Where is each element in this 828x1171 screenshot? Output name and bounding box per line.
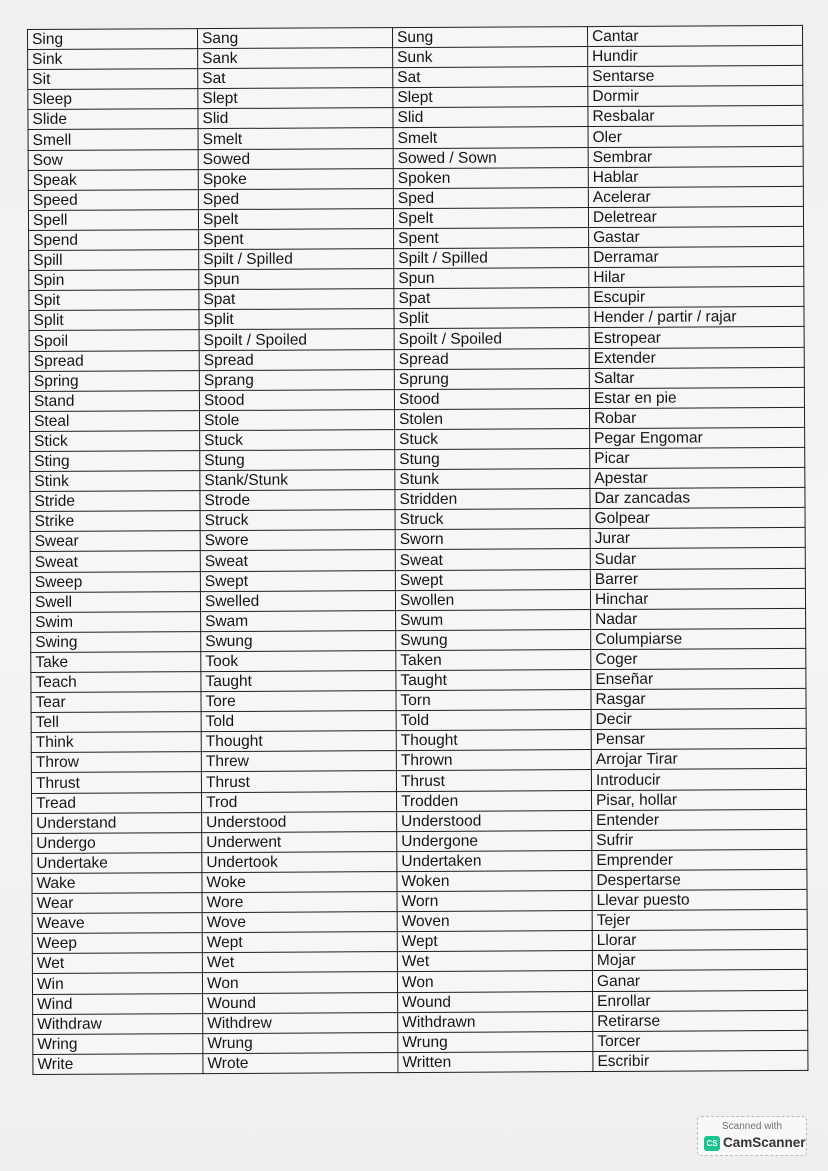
past-simple-cell: Sprang bbox=[199, 369, 394, 390]
past-participle-cell: Wound bbox=[398, 991, 593, 1012]
past-simple-cell: Slept bbox=[198, 88, 393, 109]
spanish-translation-cell: Pisar, hollar bbox=[591, 789, 806, 810]
past-participle-cell: Undertaken bbox=[397, 850, 592, 871]
spanish-translation-cell: Escribir bbox=[593, 1050, 808, 1071]
base-form-cell: Spell bbox=[28, 209, 198, 230]
past-simple-cell: Wrung bbox=[203, 1032, 398, 1053]
past-participle-cell: Stuck bbox=[395, 428, 590, 449]
spanish-translation-cell: Columpiarse bbox=[591, 628, 806, 649]
spanish-translation-cell: Cantar bbox=[587, 25, 802, 46]
past-participle-cell: Struck bbox=[395, 509, 590, 530]
spanish-translation-cell: Apestar bbox=[590, 467, 805, 488]
past-participle-cell: Understood bbox=[397, 810, 592, 831]
past-participle-cell: Woven bbox=[397, 911, 592, 932]
past-simple-cell: Stank/Stunk bbox=[200, 470, 395, 491]
past-simple-cell: Thought bbox=[201, 731, 396, 752]
base-form-cell: Tread bbox=[32, 792, 202, 813]
base-form-cell: Spill bbox=[29, 250, 199, 271]
past-participle-cell: Taken bbox=[396, 649, 591, 670]
past-participle-cell: Wrung bbox=[398, 1031, 593, 1052]
spanish-translation-cell: Pensar bbox=[591, 729, 806, 750]
past-simple-cell: Split bbox=[199, 309, 394, 330]
past-participle-cell: Sunk bbox=[393, 47, 588, 68]
base-form-cell: Throw bbox=[31, 752, 201, 773]
past-participle-cell: Swept bbox=[395, 569, 590, 590]
past-simple-cell: Stood bbox=[199, 389, 394, 410]
past-participle-cell: Sprung bbox=[394, 368, 589, 389]
past-participle-cell: Swung bbox=[396, 629, 591, 650]
past-participle-cell: Spoilt / Spoiled bbox=[394, 328, 589, 349]
spanish-translation-cell: Sudar bbox=[590, 548, 805, 569]
past-simple-cell: Smelt bbox=[198, 128, 393, 149]
base-form-cell: Tear bbox=[31, 692, 201, 713]
base-form-cell: Undergo bbox=[32, 832, 202, 853]
past-participle-cell: Smelt bbox=[393, 127, 588, 148]
spanish-translation-cell: Gastar bbox=[589, 226, 804, 247]
spanish-translation-cell: Sufrir bbox=[592, 829, 807, 850]
past-simple-cell: Stung bbox=[200, 450, 395, 471]
past-participle-cell: Spoken bbox=[393, 167, 588, 188]
spanish-translation-cell: Pegar Engomar bbox=[590, 427, 805, 448]
base-form-cell: Spread bbox=[29, 350, 199, 371]
base-form-cell: Split bbox=[29, 310, 199, 331]
base-form-cell: Speak bbox=[28, 169, 198, 190]
past-participle-cell: Worn bbox=[397, 891, 592, 912]
past-participle-cell: Spelt bbox=[393, 207, 588, 228]
past-participle-cell: Taught bbox=[396, 670, 591, 691]
past-simple-cell: Wore bbox=[202, 892, 397, 913]
past-participle-cell: Undergone bbox=[397, 830, 592, 851]
base-form-cell: Teach bbox=[31, 672, 201, 693]
camscanner-name: CamScanner bbox=[723, 1135, 806, 1150]
spanish-translation-cell: Dar zancadas bbox=[590, 488, 805, 509]
past-simple-cell: Swelled bbox=[200, 590, 395, 611]
base-form-cell: Slide bbox=[28, 109, 198, 130]
base-form-cell: Weave bbox=[32, 913, 202, 934]
past-participle-cell: Told bbox=[396, 710, 591, 731]
past-simple-cell: Slid bbox=[198, 108, 393, 129]
base-form-cell: Sink bbox=[28, 49, 198, 70]
past-simple-cell: Underwent bbox=[202, 831, 397, 852]
past-participle-cell: Wet bbox=[397, 951, 592, 972]
spanish-translation-cell: Ganar bbox=[592, 970, 807, 991]
base-form-cell: Speed bbox=[28, 189, 198, 210]
camscanner-logo-icon: CS bbox=[704, 1136, 720, 1151]
spanish-translation-cell: Introducir bbox=[591, 769, 806, 790]
past-simple-cell: Wrote bbox=[203, 1052, 398, 1073]
past-simple-cell: Told bbox=[201, 711, 396, 732]
spanish-translation-cell: Acelerar bbox=[588, 186, 803, 207]
past-participle-cell: Stood bbox=[394, 388, 589, 409]
past-simple-cell: Thrust bbox=[201, 771, 396, 792]
past-simple-cell: Wound bbox=[203, 992, 398, 1013]
spanish-translation-cell: Saltar bbox=[589, 367, 804, 388]
past-simple-cell: Undertook bbox=[202, 851, 397, 872]
past-simple-cell: Strode bbox=[200, 490, 395, 511]
base-form-cell: Steal bbox=[30, 410, 200, 431]
past-simple-cell: Spat bbox=[199, 289, 394, 310]
base-form-cell: Sting bbox=[30, 451, 200, 472]
base-form-cell: Swear bbox=[30, 531, 200, 552]
spanish-translation-cell: Jurar bbox=[590, 528, 805, 549]
spanish-translation-cell: Dormir bbox=[588, 86, 803, 107]
base-form-cell: Undertake bbox=[32, 852, 202, 873]
past-simple-cell: Stuck bbox=[200, 429, 395, 450]
base-form-cell: Stand bbox=[29, 390, 199, 411]
past-simple-cell: Sang bbox=[198, 28, 393, 49]
past-participle-cell: Spread bbox=[394, 348, 589, 369]
spanish-translation-cell: Llorar bbox=[592, 930, 807, 951]
base-form-cell: Sweat bbox=[30, 551, 200, 572]
base-form-cell: Wind bbox=[33, 993, 203, 1014]
past-simple-cell: Taught bbox=[201, 671, 396, 692]
past-simple-cell: Wept bbox=[202, 932, 397, 953]
spanish-translation-cell: Rasgar bbox=[591, 689, 806, 710]
past-participle-cell: Spent bbox=[394, 227, 589, 248]
past-participle-cell: Sowed / Sown bbox=[393, 147, 588, 168]
spanish-translation-cell: Oler bbox=[588, 126, 803, 147]
base-form-cell: Wake bbox=[32, 873, 202, 894]
base-form-cell: Stink bbox=[30, 471, 200, 492]
past-simple-cell: Spread bbox=[199, 349, 394, 370]
scanned-with-text: Scanned with bbox=[721, 1121, 783, 1132]
past-simple-cell: Sat bbox=[198, 68, 393, 89]
past-simple-cell: Sped bbox=[198, 188, 393, 209]
past-simple-cell: Spun bbox=[199, 269, 394, 290]
base-form-cell: Sweep bbox=[30, 571, 200, 592]
spanish-translation-cell: Decir bbox=[591, 709, 806, 730]
base-form-cell: Take bbox=[31, 652, 201, 673]
spanish-translation-cell: Extender bbox=[589, 347, 804, 368]
base-form-cell: Spit bbox=[29, 290, 199, 311]
base-form-cell: Think bbox=[31, 732, 201, 753]
spanish-translation-cell: Escupir bbox=[589, 287, 804, 308]
spanish-translation-cell: Mojar bbox=[592, 950, 807, 971]
base-form-cell: Spin bbox=[29, 270, 199, 291]
past-simple-cell: Won bbox=[202, 972, 397, 993]
base-form-cell: Thrust bbox=[31, 772, 201, 793]
past-participle-cell: Spun bbox=[394, 268, 589, 289]
past-simple-cell: Sank bbox=[198, 48, 393, 69]
past-participle-cell: Stung bbox=[395, 449, 590, 470]
past-simple-cell: Sweat bbox=[200, 550, 395, 571]
spanish-translation-cell: Hender / partir / rajar bbox=[589, 307, 804, 328]
past-participle-cell: Won bbox=[397, 971, 592, 992]
past-participle-cell: Slept bbox=[393, 87, 588, 108]
base-form-cell: Wet bbox=[32, 953, 202, 974]
spanish-translation-cell: Despertarse bbox=[592, 869, 807, 890]
spanish-translation-cell: Retirarse bbox=[593, 1010, 808, 1031]
past-participle-cell: Stolen bbox=[394, 408, 589, 429]
past-participle-cell: Swum bbox=[396, 609, 591, 630]
past-participle-cell: Thrust bbox=[396, 770, 591, 791]
base-form-cell: Smell bbox=[28, 129, 198, 150]
base-form-cell: Swell bbox=[30, 591, 200, 612]
spanish-translation-cell: Emprender bbox=[592, 849, 807, 870]
past-participle-cell: Wept bbox=[397, 931, 592, 952]
base-form-cell: Wear bbox=[32, 893, 202, 914]
past-simple-cell: Swept bbox=[200, 570, 395, 591]
base-form-cell: Understand bbox=[32, 812, 202, 833]
spanish-translation-cell: Coger bbox=[591, 648, 806, 669]
base-form-cell: Win bbox=[32, 973, 202, 994]
base-form-cell: Stick bbox=[30, 430, 200, 451]
past-simple-cell: Spilt / Spilled bbox=[199, 249, 394, 270]
spanish-translation-cell: Hilar bbox=[589, 267, 804, 288]
past-simple-cell: Spelt bbox=[198, 208, 393, 229]
past-participle-cell: Spat bbox=[394, 288, 589, 309]
past-simple-cell: Sowed bbox=[198, 148, 393, 169]
past-participle-cell: Split bbox=[394, 308, 589, 329]
table-row bbox=[33, 1050, 808, 1074]
base-form-cell: Strike bbox=[30, 511, 200, 532]
past-simple-cell: Wove bbox=[202, 912, 397, 933]
past-simple-cell: Spent bbox=[199, 229, 394, 250]
base-form-cell: Sleep bbox=[28, 89, 198, 110]
past-simple-cell: Spoilt / Spoiled bbox=[199, 329, 394, 350]
base-form-cell: Withdraw bbox=[33, 1013, 203, 1034]
past-simple-cell: Took bbox=[201, 650, 396, 671]
past-simple-cell: Swam bbox=[201, 610, 396, 631]
spanish-translation-cell: Enrollar bbox=[593, 990, 808, 1011]
base-form-cell: Spend bbox=[29, 230, 199, 251]
spanish-translation-cell: Robar bbox=[589, 407, 804, 428]
spanish-translation-cell: Golpear bbox=[590, 508, 805, 529]
spanish-translation-cell: Derramar bbox=[589, 246, 804, 267]
past-simple-cell: Swung bbox=[201, 630, 396, 651]
spanish-translation-cell: Hinchar bbox=[590, 588, 805, 609]
spanish-translation-cell: Hablar bbox=[588, 166, 803, 187]
base-form-cell: Sit bbox=[28, 69, 198, 90]
base-form-cell: Spring bbox=[29, 370, 199, 391]
past-participle-cell: Slid bbox=[393, 107, 588, 128]
spanish-translation-cell: Estar en pie bbox=[589, 387, 804, 408]
past-participle-cell: Spilt / Spilled bbox=[394, 248, 589, 269]
base-form-cell: Write bbox=[33, 1053, 203, 1074]
base-form-cell: Stride bbox=[30, 491, 200, 512]
past-simple-cell: Threw bbox=[201, 751, 396, 772]
verb-table-body bbox=[28, 25, 808, 1074]
past-participle-cell: Torn bbox=[396, 690, 591, 711]
base-form-cell: Wring bbox=[33, 1033, 203, 1054]
base-form-cell: Sing bbox=[28, 29, 198, 50]
spanish-translation-cell: Sentarse bbox=[588, 66, 803, 87]
past-simple-cell: Woke bbox=[202, 872, 397, 893]
past-simple-cell: Stole bbox=[199, 409, 394, 430]
spanish-translation-cell: Arrojar Tirar bbox=[591, 749, 806, 770]
past-participle-cell: Withdrawn bbox=[398, 1011, 593, 1032]
spanish-translation-cell: Torcer bbox=[593, 1030, 808, 1051]
spanish-translation-cell: Resbalar bbox=[588, 106, 803, 127]
base-form-cell: Spoil bbox=[29, 330, 199, 351]
past-participle-cell: Thought bbox=[396, 730, 591, 751]
past-participle-cell: Sped bbox=[393, 187, 588, 208]
past-participle-cell: Sat bbox=[393, 67, 588, 88]
past-simple-cell: Struck bbox=[200, 510, 395, 531]
spanish-translation-cell: Estropear bbox=[589, 327, 804, 348]
past-simple-cell: Understood bbox=[202, 811, 397, 832]
past-participle-cell: Woken bbox=[397, 870, 592, 891]
spanish-translation-cell: Llevar puesto bbox=[592, 889, 807, 910]
base-form-cell: Swim bbox=[31, 611, 201, 632]
past-participle-cell: Trodden bbox=[396, 790, 591, 811]
past-participle-cell: Swollen bbox=[395, 589, 590, 610]
past-participle-cell: Sung bbox=[392, 27, 587, 48]
past-simple-cell: Tore bbox=[201, 691, 396, 712]
irregular-verbs-table bbox=[27, 25, 808, 1075]
base-form-cell: Weep bbox=[32, 933, 202, 954]
past-participle-cell: Written bbox=[398, 1051, 593, 1072]
spanish-translation-cell: Picar bbox=[590, 447, 805, 468]
past-participle-cell: Stunk bbox=[395, 469, 590, 490]
past-simple-cell: Swore bbox=[200, 530, 395, 551]
spanish-translation-cell: Nadar bbox=[591, 608, 806, 629]
spanish-translation-cell: Entender bbox=[592, 809, 807, 830]
past-simple-cell: Withdrew bbox=[203, 1012, 398, 1033]
spanish-translation-cell: Hundir bbox=[588, 46, 803, 67]
spanish-translation-cell: Deletrear bbox=[588, 206, 803, 227]
spanish-translation-cell: Sembrar bbox=[588, 146, 803, 167]
past-participle-cell: Sworn bbox=[395, 529, 590, 550]
base-form-cell: Swing bbox=[31, 631, 201, 652]
past-participle-cell: Stridden bbox=[395, 489, 590, 510]
past-simple-cell: Spoke bbox=[198, 168, 393, 189]
spanish-translation-cell: Barrer bbox=[590, 568, 805, 589]
past-simple-cell: Trod bbox=[201, 791, 396, 812]
camscanner-watermark bbox=[697, 1116, 807, 1156]
spanish-translation-cell: Enseñar bbox=[591, 668, 806, 689]
base-form-cell: Sow bbox=[28, 149, 198, 170]
past-participle-cell: Sweat bbox=[395, 549, 590, 570]
base-form-cell: Tell bbox=[31, 712, 201, 733]
past-participle-cell: Thrown bbox=[396, 750, 591, 771]
past-simple-cell: Wet bbox=[202, 952, 397, 973]
spanish-translation-cell: Tejer bbox=[592, 910, 807, 931]
